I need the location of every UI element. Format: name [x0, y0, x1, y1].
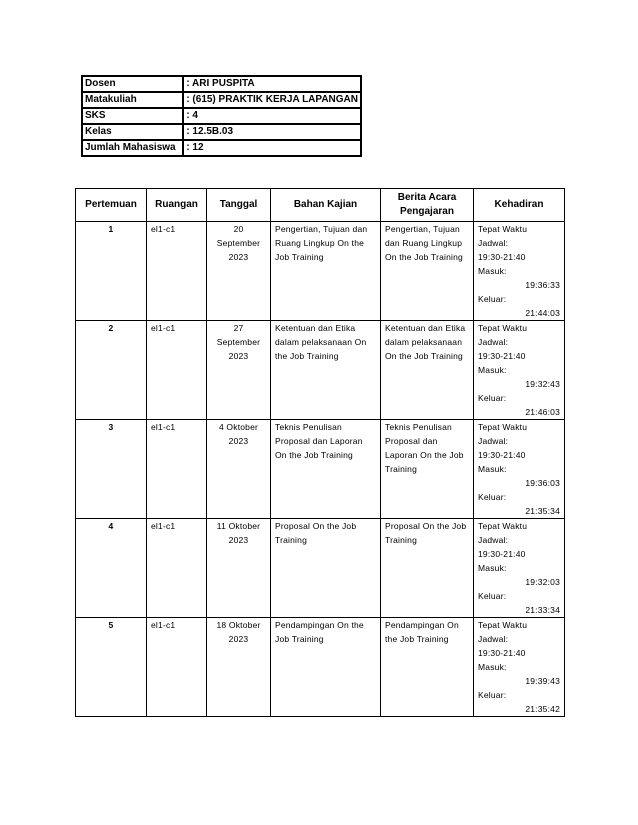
- cell-bahan-kajian: Proposal On the Job Training: [271, 519, 381, 618]
- cell-tanggal: 20 September 2023: [207, 222, 271, 321]
- table-row: [76, 321, 565, 420]
- header-ruangan: Ruangan: [147, 189, 207, 222]
- cell-pertemuan: 3: [76, 420, 147, 519]
- kehadiran-masuk-label: Masuk:: [478, 266, 507, 276]
- info-label: Jumlah Mahasiswa: [82, 140, 183, 156]
- table-row: [76, 222, 565, 321]
- kehadiran-jadwal-label: Jadwal:: [478, 436, 509, 446]
- kehadiran-jadwal-value: 19:30-21:40: [478, 252, 526, 262]
- kehadiran-keluar-label: Keluar:: [478, 294, 507, 304]
- info-label: SKS: [82, 108, 183, 124]
- kehadiran-jadwal-value: 19:30-21:40: [478, 549, 526, 559]
- cell-ruangan: el1-c1: [147, 222, 207, 321]
- header-berita-acara: Berita Acara Pengajaran: [381, 189, 474, 222]
- kehadiran-status: Tepat Waktu: [478, 323, 528, 333]
- info-row-matakuliah: [82, 92, 361, 108]
- cell-bahan-kajian: Pendampingan On the Job Training: [271, 618, 381, 717]
- kehadiran-status: Tepat Waktu: [478, 620, 528, 630]
- cell-tanggal: 27 September 2023: [207, 321, 271, 420]
- kehadiran-jadwal-value: 19:30-21:40: [478, 648, 526, 658]
- kehadiran-keluar-value: 21:33:34: [525, 605, 560, 615]
- info-value: : 12: [183, 140, 361, 156]
- kehadiran-keluar-label: Keluar:: [478, 690, 507, 700]
- kehadiran-masuk-value: 19:36:33: [525, 280, 560, 290]
- course-info-table: [81, 75, 362, 157]
- kehadiran-masuk-value: 19:32:43: [525, 379, 560, 389]
- cell-tanggal: 11 Oktober 2023: [207, 519, 271, 618]
- cell-kehadiran: [474, 519, 565, 618]
- attendance-table: [75, 188, 565, 717]
- cell-bahan-kajian: Ketentuan dan Etika dalam pelaksanaan On the Job Training: [271, 321, 381, 420]
- kehadiran-jadwal-value: 19:30-21:40: [478, 450, 526, 460]
- info-label: Kelas: [82, 124, 183, 140]
- cell-bahan-kajian: Pengertian, Tujuan dan Ruang Lingkup On the Job Training: [271, 222, 381, 321]
- header-kehadiran: Kehadiran: [474, 189, 565, 222]
- kehadiran-keluar-label: Keluar:: [478, 591, 507, 601]
- cell-berita-acara: Teknis Penulisan Proposal dan Laporan On the Job Training: [381, 420, 474, 519]
- table-row: [76, 519, 565, 618]
- kehadiran-keluar-label: Keluar:: [478, 492, 507, 502]
- kehadiran-keluar-value: 21:35:42: [525, 704, 560, 714]
- info-row-jumlah-mahasiswa: [82, 140, 361, 156]
- header-pertemuan: Pertemuan: [76, 189, 147, 222]
- kehadiran-status: Tepat Waktu: [478, 422, 528, 432]
- table-row: [76, 618, 565, 717]
- kehadiran-jadwal-label: Jadwal:: [478, 634, 509, 644]
- cell-berita-acara: Pengertian, Tujuan dan Ruang Lingkup On the Job Training: [381, 222, 474, 321]
- cell-ruangan: el1-c1: [147, 519, 207, 618]
- cell-pertemuan: 5: [76, 618, 147, 717]
- cell-pertemuan: 2: [76, 321, 147, 420]
- kehadiran-jadwal-label: Jadwal:: [478, 337, 509, 347]
- cell-kehadiran: [474, 321, 565, 420]
- info-label: Dosen: [82, 76, 183, 92]
- header-bahan-kajian: Bahan Kajian: [271, 189, 381, 222]
- kehadiran-masuk-value: 19:36:03: [525, 478, 560, 488]
- kehadiran-keluar-value: 21:46:03: [525, 407, 560, 417]
- kehadiran-masuk-value: 19:32:03: [525, 577, 560, 587]
- cell-berita-acara: Proposal On the Job Training: [381, 519, 474, 618]
- kehadiran-masuk-label: Masuk:: [478, 563, 507, 573]
- cell-berita-acara: Ketentuan dan Etika dalam pelaksanaan On the Job Training: [381, 321, 474, 420]
- cell-ruangan: el1-c1: [147, 321, 207, 420]
- table-header-row: [76, 189, 565, 222]
- kehadiran-jadwal-label: Jadwal:: [478, 238, 509, 248]
- kehadiran-masuk-label: Masuk:: [478, 365, 507, 375]
- cell-ruangan: el1-c1: [147, 618, 207, 717]
- cell-ruangan: el1-c1: [147, 420, 207, 519]
- info-row-dosen: [82, 76, 361, 92]
- cell-pertemuan: 1: [76, 222, 147, 321]
- kehadiran-status: Tepat Waktu: [478, 521, 528, 531]
- kehadiran-jadwal-label: Jadwal:: [478, 535, 509, 545]
- cell-kehadiran: [474, 420, 565, 519]
- cell-kehadiran: [474, 222, 565, 321]
- info-label: Matakuliah: [82, 92, 183, 108]
- kehadiran-status: Tepat Waktu: [478, 224, 528, 234]
- cell-tanggal: 18 Oktober 2023: [207, 618, 271, 717]
- table-row: [76, 420, 565, 519]
- info-value: : (615) PRAKTIK KERJA LAPANGAN: [183, 92, 361, 108]
- cell-berita-acara: Pendampingan On the Job Training: [381, 618, 474, 717]
- kehadiran-masuk-label: Masuk:: [478, 464, 507, 474]
- info-row-kelas: [82, 124, 361, 140]
- cell-bahan-kajian: Teknis Penulisan Proposal dan Laporan On the Job Training: [271, 420, 381, 519]
- kehadiran-jadwal-value: 19:30-21:40: [478, 351, 526, 361]
- info-value: : ARI PUSPITA: [183, 76, 361, 92]
- kehadiran-masuk-value: 19:39:43: [525, 676, 560, 686]
- kehadiran-masuk-label: Masuk:: [478, 662, 507, 672]
- header-tanggal: Tanggal: [207, 189, 271, 222]
- cell-kehadiran: [474, 618, 565, 717]
- cell-tanggal: 4 Oktober 2023: [207, 420, 271, 519]
- kehadiran-keluar-value: 21:44:03: [525, 308, 560, 318]
- info-value: : 4: [183, 108, 361, 124]
- info-row-sks: [82, 108, 361, 124]
- cell-pertemuan: 4: [76, 519, 147, 618]
- kehadiran-keluar-label: Keluar:: [478, 393, 507, 403]
- kehadiran-keluar-value: 21:35:34: [525, 506, 560, 516]
- info-value: : 12.5B.03: [183, 124, 361, 140]
